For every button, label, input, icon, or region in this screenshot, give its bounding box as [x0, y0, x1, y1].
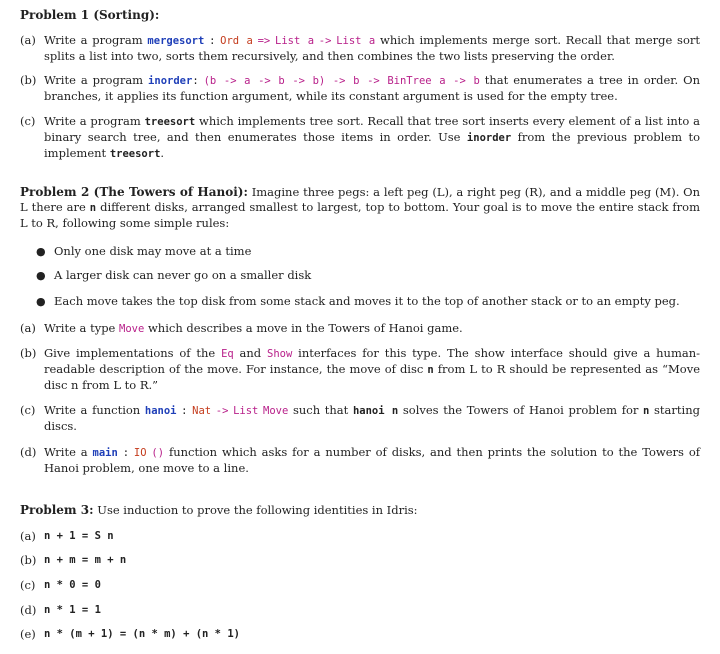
code-sig: IO — [133, 447, 147, 459]
text: Write a — [44, 445, 93, 459]
identity-expr: n + m = m + n — [44, 554, 127, 566]
code-mergesort: mergesort — [147, 35, 205, 47]
code-arrow: -> — [318, 35, 332, 47]
bullet-dot: ● — [36, 295, 46, 308]
text: Give implementations of the — [44, 346, 222, 360]
bullet-dot: ● — [36, 245, 46, 258]
code-main: main — [92, 447, 118, 459]
code-sig: List a — [275, 35, 315, 47]
code-sig: (b -> a -> b -> b) -> b -> BinTree a -> b — [203, 75, 480, 87]
code-n: n — [89, 202, 97, 214]
text: Write a program — [44, 73, 149, 87]
text: Write a program — [44, 114, 145, 128]
bullet-dot: ● — [36, 269, 46, 282]
rule-text: Each move takes the top disk from some stack and moves it to the top of another stack or to an empty peg. — [54, 294, 680, 308]
problem-3-intro — [20, 503, 700, 518]
item-label: (d) — [20, 603, 37, 617]
code-n: n — [643, 405, 650, 417]
code-n: n — [427, 364, 434, 376]
code-sig: List a — [336, 35, 376, 47]
code-sig: () — [151, 447, 165, 459]
problem-3a — [20, 529, 700, 544]
item-label: (c) — [20, 114, 36, 128]
problem-3-title: Problem 3: — [20, 503, 94, 517]
code-sig: List — [233, 405, 259, 417]
identity-expr: n * 1 = 1 — [44, 604, 101, 616]
code-sig: Ord a — [220, 35, 253, 47]
code-inorder: inorder — [148, 75, 193, 87]
text: such that — [288, 403, 353, 417]
text: Imagine three pegs: a left peg (L), a right peg (R), and a middle peg (M). On L there are — [20, 185, 701, 214]
text: which implements merge sort. Recall that merge sort splits a list into two, sorts them recursively, and then combines the two lists preserving the order. — [44, 33, 700, 63]
text: interfaces for this type. The show interface should give a human-readable description of the move. For instance, the move of disc — [44, 346, 701, 376]
text: . — [160, 146, 165, 160]
problem-2b — [20, 346, 700, 393]
code-treesort: treesort — [144, 116, 196, 128]
rule-text: Only one disk may move at a time — [54, 244, 252, 258]
text: and — [233, 346, 268, 360]
problem-1a — [20, 33, 700, 64]
item-label: (b) — [20, 346, 37, 360]
text: starting discs. — [44, 403, 700, 433]
problem-2-title: Problem 2 (The Towers of Hanoi): — [20, 185, 248, 199]
code-hanoi: hanoi — [144, 405, 177, 417]
problem-1c — [20, 114, 700, 162]
item-label: (c) — [20, 403, 36, 417]
problem-1-title: Problem 1 (Sorting): — [20, 8, 160, 22]
code-sig: Move — [263, 405, 289, 417]
text: Write a function — [44, 403, 145, 417]
colon: : — [209, 35, 216, 47]
problem-1b — [20, 73, 700, 104]
text: Use induction to prove the following identities in Idris: — [93, 503, 418, 517]
rule-text: A larger disk can never go on a smaller disk — [54, 268, 312, 282]
problem-2c — [20, 403, 700, 434]
text: which describes a move in the Towers of Hanoi game. — [144, 321, 463, 335]
item-label: (c) — [20, 578, 36, 592]
problem-3d — [20, 603, 700, 618]
text: Write a type — [44, 321, 120, 335]
rule-item — [36, 268, 311, 283]
code-hanoi-n: hanoi n — [352, 405, 399, 417]
code-sig: Nat — [192, 405, 212, 417]
problem-3c — [20, 578, 700, 593]
code-treesort: treesort — [109, 148, 161, 160]
problem-2-intro — [20, 185, 700, 231]
item-label: (e) — [20, 627, 36, 641]
colon: : — [181, 405, 188, 417]
problem-3e — [20, 627, 700, 642]
code-show: Show — [267, 348, 293, 360]
item-label: (b) — [20, 553, 37, 567]
text: from L to R should be represented as “Move disc n from L to R.” — [44, 362, 700, 392]
identity-expr: n + 1 = S n — [44, 530, 114, 542]
code-move: Move — [119, 323, 145, 335]
code-arrow: => — [257, 35, 271, 47]
identity-expr: n * (m + 1) = (n * m) + (n * 1) — [44, 628, 240, 640]
text: that enumerates a tree in order. On branches, it applies its function argument, while its constant argument is used for the empty tree. — [44, 73, 700, 103]
item-label: (a) — [20, 33, 36, 47]
code-arrow: -> — [215, 405, 229, 417]
identity-expr: n * 0 = 0 — [44, 579, 101, 591]
rule-item — [36, 244, 251, 259]
item-label: (a) — [20, 321, 36, 335]
problem-2a — [20, 321, 700, 337]
colon: : — [122, 447, 130, 459]
text: which implements tree sort. Recall that tree sort inserts every element of a list into a binary search tree, and then enumerates those items in order. Use — [44, 114, 700, 144]
item-label: (a) — [20, 529, 36, 543]
item-label: (b) — [20, 73, 37, 87]
code-eq: Eq — [221, 348, 234, 360]
text: function which asks for a number of disks, and then prints the solution to the Towers of Hanoi problem, one move to a line. — [44, 445, 701, 475]
text: Write a program — [44, 33, 148, 47]
text: from the previous problem to implement — [44, 130, 700, 160]
text: different disks, arranged smallest to largest, top to bottom. Your goal is to move the entire stack from L to R, following some simple rules: — [20, 200, 700, 230]
rule-item — [36, 294, 680, 309]
colon: : — [192, 75, 199, 87]
code-inorder: inorder — [466, 132, 512, 144]
problem-3b — [20, 553, 700, 568]
text: solves the Towers of Hanoi problem for — [398, 403, 644, 417]
problem-2d — [20, 445, 700, 476]
item-label: (d) — [20, 445, 37, 459]
